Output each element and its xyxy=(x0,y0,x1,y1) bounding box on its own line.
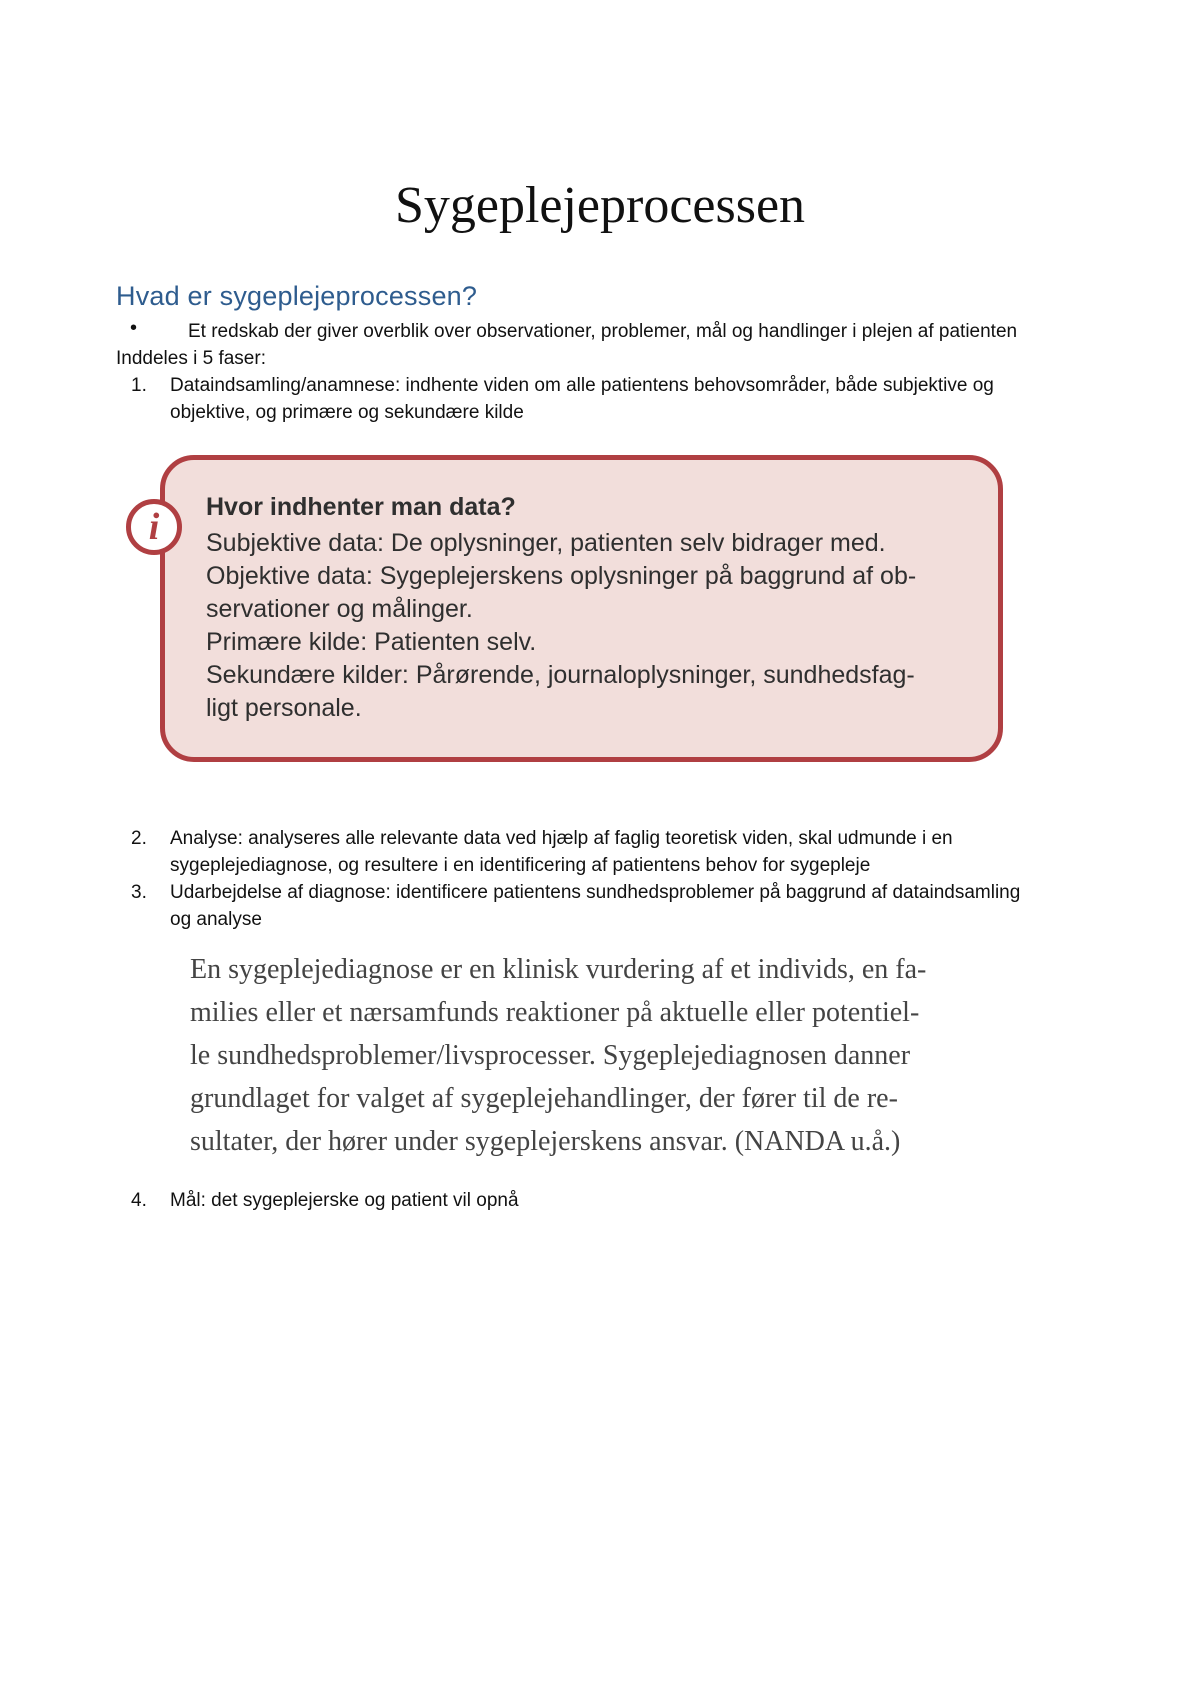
info-box-line: Sekundære kilder: Pårørende, journaloplysninger, sundhedsfag- xyxy=(206,661,915,689)
quote-line: le sundhedsproblemer/livsprocesser. Sygeplejediagnosen danner xyxy=(190,1040,911,1071)
phases-intro: Inddeles i 5 faser: xyxy=(116,348,266,369)
quote-line: milies eller et nærsamfunds reaktioner på aktuelle eller potentiel- xyxy=(190,997,920,1028)
list-number: 4. xyxy=(131,1190,147,1211)
list-number: 3. xyxy=(131,882,147,903)
list-text xyxy=(170,1187,1110,1214)
list-line: Udarbejdelse af diagnose: identificere patientens sundhedsproblemer på baggrund af dataindsamling xyxy=(170,882,1021,903)
quote-line: grundlaget for valget af sygeplejehandlinger, der fører til de re- xyxy=(190,1083,898,1114)
info-box-content xyxy=(206,489,996,725)
nanda-quote xyxy=(190,948,990,1163)
list-text xyxy=(170,879,1110,933)
list-number: 1. xyxy=(131,375,147,396)
list-line: Dataindsamling/anamnese: indhente viden om alle patientens behovsområder, både subjektive og xyxy=(170,375,994,396)
info-box-line: Objektive data: Sygeplejerskens oplysninger på baggrund af ob- xyxy=(206,562,917,590)
bullet-text: Et redskab der giver overblik over observationer, problemer, mål og handlinger i plejen af patienten xyxy=(188,321,1018,342)
info-icon: i xyxy=(126,499,182,555)
info-box-line: Primære kilde: Patienten selv. xyxy=(206,628,537,656)
section-heading: Hvad er sygeplejeprocessen? xyxy=(116,281,478,311)
list-text xyxy=(170,372,1110,426)
list-line: Analyse: analyseres alle relevante data ved hjælp af faglig teoretisk viden, skal udmunde i en xyxy=(170,828,953,849)
info-box-line: ligt personale. xyxy=(206,694,362,722)
info-box-title: Hvor indhenter man data? xyxy=(206,493,516,521)
page-title: Sygeplejeprocessen xyxy=(394,177,806,234)
list-line: Mål: det sygeplejerske og patient vil opnå xyxy=(170,1190,519,1211)
bullet-symbol: • xyxy=(130,317,138,339)
list-text xyxy=(170,825,1110,879)
info-box-line: servationer og målinger. xyxy=(206,595,473,623)
list-line: og analyse xyxy=(170,909,262,930)
list-line: objektive, og primære og sekundære kilde xyxy=(170,402,524,423)
info-box-line: Subjektive data: De oplysninger, patienten selv bidrager med. xyxy=(206,529,886,557)
list-line: sygeplejediagnose, og resultere i en identificering af patientens behov for sygepleje xyxy=(170,855,871,876)
quote-line: sultater, der hører under sygeplejerskens ansvar. (NANDA u.å.) xyxy=(190,1126,901,1157)
quote-line: En sygeplejediagnose er en klinisk vurdering af et individs, en fa- xyxy=(190,954,927,985)
list-number: 2. xyxy=(131,828,147,849)
